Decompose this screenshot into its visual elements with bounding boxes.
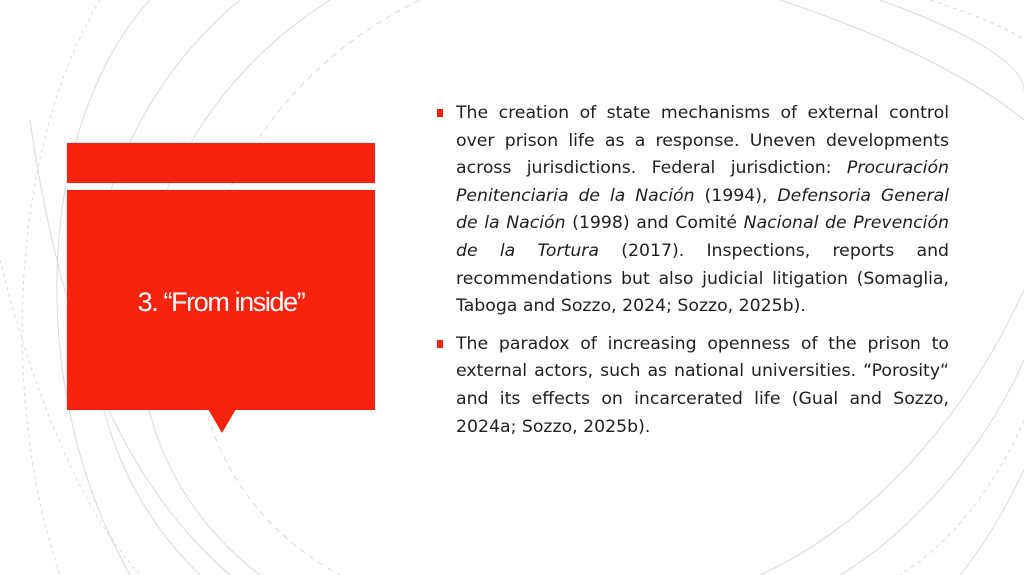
bullet-square-icon <box>437 109 443 117</box>
bullet-item <box>437 331 949 441</box>
title-accent-bar <box>67 143 375 183</box>
bullet-text: (1998) and Comité <box>565 213 744 234</box>
bullet-text: The paradox of increasing openness of the prison to external actors, such as national universities. “Porosity“ and its effects on incarcerated life (Gual and Sozzo, 2024a; Sozzo, 2025b). <box>456 333 949 437</box>
bullet-text: The creation of state mechanisms of external control over prison life as a response. Uneven developments across jurisdictions. Federal jurisdiction: <box>456 103 949 179</box>
title-box <box>67 190 375 410</box>
bullet-text-italic: Nacional de Prevención de la Tortura <box>456 213 950 261</box>
title-box-pointer <box>208 409 236 433</box>
bullet-text: (1994), <box>694 185 778 206</box>
bullet-text: (2017). Inspections, reports and recommendations but also judicial litigation (Somaglia, Taboga and Sozzo, 2024; Sozzo, 2025b). <box>456 240 949 317</box>
bullet-text-italic: Procuración Penitenciaria de la Nación <box>456 158 949 206</box>
bullet-square-icon <box>437 340 443 348</box>
bullet-item <box>437 100 949 321</box>
bullet-text-italic: Defensoria General de la Nación <box>456 185 950 234</box>
slide-title: 3. “From inside” <box>137 286 305 317</box>
bullet-list <box>437 100 949 451</box>
